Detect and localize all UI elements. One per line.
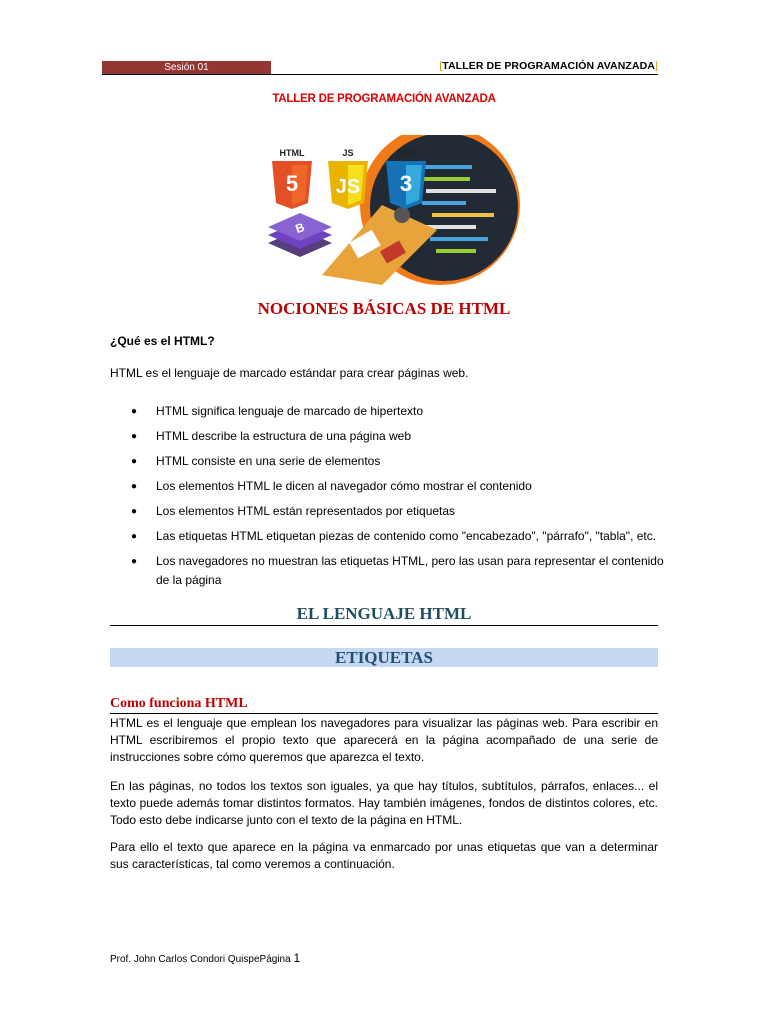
css-logo-label: CSS [396, 148, 416, 158]
code-line [420, 177, 470, 181]
bullet-item: ● HTML significa lenguaje de marcado de hipertexto [110, 402, 670, 421]
html-logo-label: HTML [279, 148, 305, 158]
code-line [432, 213, 494, 217]
html5-number: 5 [285, 171, 299, 196]
css3-logo-icon [386, 161, 426, 209]
course-name: TALLER DE PROGRAMACIÓN AVANZADA [442, 60, 655, 72]
header-rule [102, 74, 658, 75]
code-line [436, 249, 476, 253]
bullet-item: ● HTML consiste en una serie de elementos [110, 452, 670, 471]
section-heading-tags: ETIQUETAS [335, 648, 433, 667]
code-line [430, 237, 488, 241]
desk-item [394, 207, 410, 223]
body-paragraph: HTML es el lenguaje que emplean los navegadores para visualizar las páginas web. Para escribir en HTML escribiremos el propio texto que aparecerá en la página acompañado de una serie de instrucciones sobre cómo queremos que aparezca el texto. [110, 716, 658, 764]
session-label: Sesión 01 [102, 61, 271, 74]
intro-paragraph: HTML es el lenguaje de marcado estándar para crear páginas web. [110, 366, 469, 380]
bracket-open: [ [439, 60, 443, 72]
code-line [426, 189, 496, 193]
bullet-item: ● Las etiquetas HTML etiquetan piezas de contenido como "encabezado", "párrafo", "tabla", etc. [110, 527, 670, 546]
html5-logo-icon [272, 161, 312, 209]
section-heading-language: EL LENGUAJE HTML [296, 604, 472, 623]
question-heading: ¿Qué es el HTML? [110, 334, 215, 348]
page-footer [110, 951, 300, 965]
body-paragraph: En las páginas, no todos los textos son iguales, ya que hay títulos, subtítulos, párrafos, enlaces... el texto puede además tomar distintos formatos. Hay también imágenes, fondos de distintos colores, etc. Todo esto debe indicarse junto con el texto de la página en HTML. [110, 779, 658, 827]
subsection-heading: Como funciona HTML [110, 696, 248, 711]
main-title: NOCIONES BÁSICAS DE HTML [257, 299, 511, 318]
course-header [439, 60, 658, 72]
section-rule [110, 625, 658, 626]
bullet-item: ● Los elementos HTML están representados por etiquetas [110, 502, 670, 521]
js-logo-icon [328, 161, 368, 209]
hero-illustration [262, 135, 522, 287]
js-logo-label: JS [342, 148, 354, 158]
footer-page-number: 1 [293, 951, 301, 965]
body-paragraph: Para ello el texto que aparece en la página va enmarcado por unas etiquetas que van a determinar sus características, tal como veremos a continuación. [110, 840, 658, 871]
bullet-item: ● HTML describe la estructura de una página web [110, 427, 670, 446]
document-subtitle: TALLER DE PROGRAMACIÓN AVANZADA [272, 93, 496, 105]
css3-number: 3 [399, 171, 413, 196]
bullet-list [110, 402, 670, 596]
footer-author: Prof. John Carlos Condori Quispe [110, 954, 260, 965]
bullet-item: ● Los elementos HTML le dicen al navegador cómo mostrar el contenido [110, 477, 670, 496]
js-badge-text: JS [335, 176, 361, 198]
bootstrap-letter: B [293, 219, 307, 237]
bootstrap-logo-icon [268, 213, 332, 257]
subsection-rule [110, 713, 658, 714]
code-line [422, 201, 466, 205]
footer-page-label: Página [259, 954, 291, 965]
bracket-close: ] [654, 60, 658, 72]
bullet-item: ● Los navegadores no muestran las etiquetas HTML, pero las usan para representar el contenido de la página [110, 552, 670, 590]
